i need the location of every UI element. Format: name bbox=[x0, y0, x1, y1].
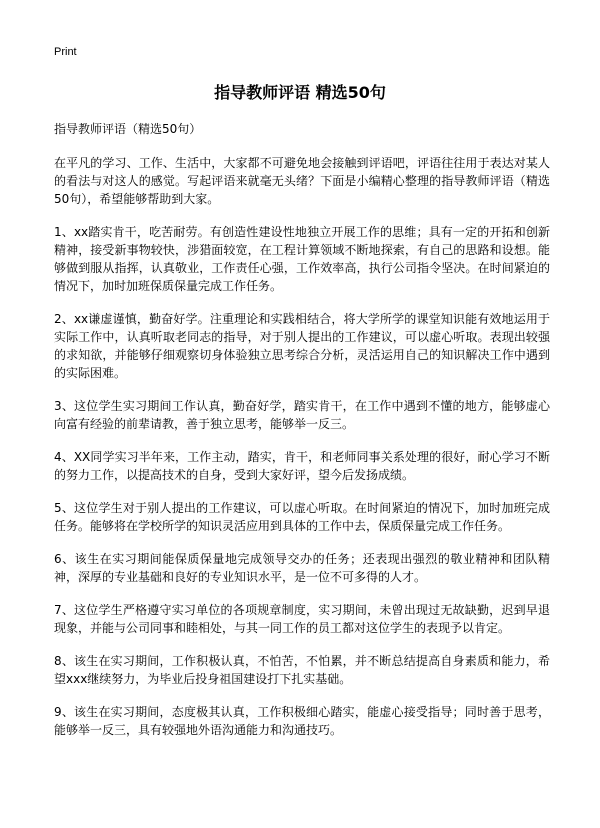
comment-item-5: 5、这位学生对于别人提出的工作建议，可以虚心听取。在时间紧迫的情况下，加时加班完成任务。能够将在学校所学的知识灵活应用到具体的工作中去，保质保量完成工作任务。 bbox=[54, 501, 550, 533]
comment-item-6: 6、该生在实习期间能保质保量地完成领导交办的任务；还表现出强烈的敬业精神和团队精神，深厚的专业基础和良好的专业知识水平，是一位不可多得的人才。 bbox=[54, 552, 550, 584]
page-title: 指导教师评语 精选50句 bbox=[214, 83, 386, 102]
comment-item-9: 9、该生在实习期间，态度极其认真，工作积极细心踏实，能虚心接受指导；同时善于思考，能够举一反三，具有较强地外语沟通能力和沟通技巧。 bbox=[54, 705, 550, 737]
comment-item-2: 2、xx谦虚谨慎，勤奋好学。注重理论和实践相结合，将大学所学的课堂知识能有效地运用于实际工作中，认真听取老同志的指导，对于别人提出的工作建议，可以虚心听取。表现出较强的求知欲，并能够仔细观察切身体验独立思考综合分析，灵活运用自己的知识解决工作中遇到的实际困难。 bbox=[54, 312, 550, 380]
comment-item-8: 8、该生在实习期间，工作积极认真，不怕苦，不怕累，并不断总结提高自身素质和能力，希望xxx继续努力，为毕业后投身祖国建设打下扎实基础。 bbox=[54, 654, 550, 686]
intro-paragraph: 在平凡的学习、工作、生活中，大家都不可避免地会接触到评语吧，评语往往用于表达对某人的看法与对这人的感觉。写起评语来就毫无头绪？下面是小编精心整理的指导教师评语（精选50句），希望能够帮助到大家。 bbox=[54, 156, 550, 206]
comment-item-4: 4、XX同学实习半年来，工作主动，踏实，肯干，和老师同事关系处理的很好，耐心学习不断的努力工作，以提高技术的自身，受到大家好评，望今后发扬成绩。 bbox=[54, 450, 550, 482]
comment-item-3: 3、这位学生实习期间工作认真，勤奋好学，踏实肯干，在工作中遇到不懂的地方，能够虚心向富有经验的前辈请教，善于独立思考，能够举一反三。 bbox=[54, 399, 550, 431]
article-body bbox=[54, 120, 550, 754]
comment-item-7: 7、这位学生严格遵守实习单位的各项规章制度，实习期间，未曾出现过无故缺勤，迟到早退现象，并能与公司同事和睦相处，与其一同工作的员工都对这位学生的表现予以肯定。 bbox=[54, 603, 550, 635]
comment-item-1: 1、xx踏实肯干，吃苦耐劳。有创造性建设性地独立开展工作的思维；具有一定的开拓和创新精神，接受新事物较快，涉猎面较宽，在工程计算领域不断地探索，有自己的思路和设想。能够做到服从指挥，认真敬业，工作责任心强，工作效率高，执行公司指令坚决。在时间紧迫的情况下，加时加班保质保量完成工作任务。 bbox=[54, 225, 550, 293]
article-subtitle: 指导教师评语（精选50句） bbox=[54, 122, 202, 136]
print-label: Print bbox=[54, 46, 77, 58]
